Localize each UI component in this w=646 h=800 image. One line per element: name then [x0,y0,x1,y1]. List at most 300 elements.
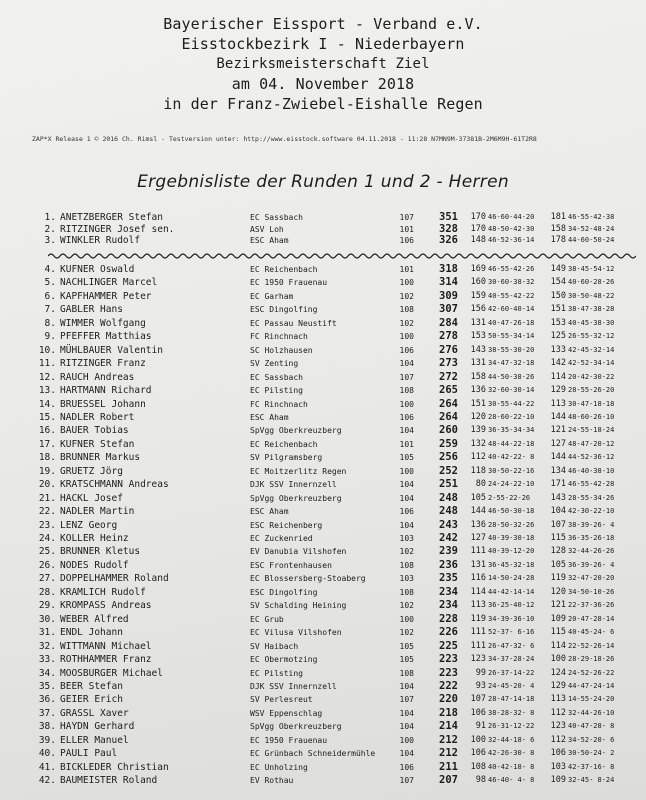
round2-score: 150 [550,290,566,301]
rank: 36. [38,694,56,706]
table-row [0,545,646,558]
round1-detail: 46-50-30-18 [488,507,535,516]
round1-score: 136 [470,519,486,530]
player-name: RITZINGER Franz [60,358,146,370]
club: FC Rinchnach [250,399,308,409]
rank: 10. [38,344,56,356]
club: EC Sassbach [250,213,303,222]
table-row [0,613,646,626]
round2-score: 143 [550,492,566,503]
player-name: GABLER Hans [60,304,123,316]
round1-detail: 40-47-26-18 [488,318,535,327]
round1-detail: 44-42-14-14 [488,587,535,596]
round1-detail: 42-60-40-14 [488,305,535,314]
rank: 20. [38,479,56,491]
round1-detail: 32-60-30-14 [488,386,535,395]
table-row [0,720,646,733]
round1-detail: 28-50-32-26 [488,520,535,529]
rank: 41. [38,761,56,773]
table-row [0,519,646,532]
player-name: WINKLER Rudolf [60,235,141,246]
round1-detail: 30-50-22-16 [488,466,535,475]
player-name: KROMPASS Andreas [60,600,152,612]
start-number: 101 [399,224,414,234]
round1-score: 107 [470,694,486,705]
player-name: BICKLEDER Christian [60,761,169,773]
club: SV Zenting [250,359,299,369]
player-name: BRUNNER Kletus [60,546,141,558]
round2-detail: 42-37-16- 8 [568,762,615,771]
club: SpVgg Oberkreuzberg [250,426,342,436]
club: EC Zuckenried [250,534,313,543]
player-name: LENZ Georg [60,519,118,531]
player-name: MÜHLBAUER Valentin [60,344,163,356]
round1-detail: 46-55-42-26 [488,265,535,273]
round2-detail: 22-52-26-14 [568,641,615,650]
round2-detail: 34-52-20- 6 [568,735,615,744]
total-score: 278 [439,330,458,343]
round1-score: 106 [470,748,486,759]
start-number: 106 [399,236,414,245]
start-number: 106 [399,345,414,355]
round1-score: 105 [470,492,486,503]
round2-detail: 42-45-32-14 [568,345,615,354]
table-row [0,693,646,706]
round1-detail: 28-60-22-10 [488,412,535,421]
table-row [0,559,646,572]
round2-score: 121 [550,425,566,436]
start-number: 108 [399,560,414,570]
total-score: 222 [439,679,458,692]
total-score: 228 [439,612,458,625]
player-name: GEIER Erich [60,694,123,706]
table-row [0,667,646,680]
total-score: 236 [439,558,458,571]
start-number: 104 [399,520,414,530]
rank: 27. [38,573,56,585]
player-name: WITTMANN Michael [60,640,152,652]
club: EC Moitzerlitz Regen [250,466,347,476]
start-number: 100 [399,614,414,624]
round1-score: 131 [470,358,486,369]
start-number: 106 [399,762,414,772]
club: DJK SSV Innernzell [250,681,337,691]
round1-detail: 14-50-24-28 [488,574,535,583]
round1-detail: 40-42-22- 8 [488,453,535,462]
round1-detail: 50-55-34-14 [488,332,535,341]
round2-detail: 22-37-36-26 [568,601,615,610]
player-name: ELLER Manuel [60,734,129,746]
header-venue: in der Franz-Zwiebel-Eishalle Regen [163,95,483,113]
round2-score: 104 [550,506,566,517]
club: ESC Frontenhausen [250,560,332,570]
round1-score: 160 [470,277,486,288]
rank: 11. [38,358,56,370]
club: DJK SSV Innernzell [250,480,337,490]
start-number: 102 [399,291,414,301]
club: EC Sassbach [250,372,303,382]
club: EV Rothau [250,776,294,786]
player-name: BAUER Tobias [60,425,129,437]
club: FC Rinchnach [250,332,308,342]
start-number: 107 [399,213,414,222]
player-name: ROTHHAMMER Franz [60,654,152,666]
player-name: KUFNER Stefan [60,438,135,450]
rank: 37. [38,707,56,719]
round1-detail: 28-47-14-18 [488,695,535,704]
round2-detail: 36-39-26- 4 [568,560,615,569]
round1-detail: 40-39-30-18 [488,534,535,542]
start-number: 107 [399,776,414,786]
table-row [0,626,646,639]
total-score: 223 [439,653,458,666]
player-name: HARTMANN Richard [60,385,152,397]
start-number: 105 [399,641,414,651]
round2-score: 119 [550,573,566,584]
podium-divider [48,252,636,260]
player-name: KRATSCHMANN Andreas [60,479,169,491]
table-row [0,276,646,289]
round2-detail: 48-60-26-10 [568,412,615,421]
round2-score: 144 [550,452,566,463]
player-name: HACKL Josef [60,492,123,504]
round1-score: 170 [470,212,486,222]
club: SpVgg Oberkreuzberg [250,493,342,503]
table-row [0,398,646,411]
round1-detail: 36-25-40-12 [488,601,535,610]
round2-detail: 34-52-48-24 [568,224,615,233]
start-number: 102 [399,628,414,638]
round2-detail: 20-42-30-22 [568,372,615,381]
round1-detail: 46-52-36-14 [488,236,535,244]
round1-detail: 32-44-18- 6 [488,735,535,744]
round1-score: 118 [470,465,486,476]
total-score: 243 [439,518,458,531]
round1-detail: 34-39-36-10 [488,614,535,623]
round2-score: 129 [550,680,566,691]
table-row [0,680,646,693]
table-row [0,505,646,518]
round1-score: 93 [475,680,486,691]
round2-score: 125 [550,331,566,342]
total-score: 235 [439,572,458,585]
round2-score: 109 [550,613,566,624]
player-name: BRUNNER Markus [60,452,141,464]
table-row [0,734,646,747]
player-name: KUFNER Oswald [60,264,135,275]
start-number: 100 [399,278,414,288]
start-number: 101 [399,439,414,449]
rank: 19. [38,465,56,477]
round2-score: 105 [550,559,566,570]
header [0,14,646,114]
start-number: 107 [399,372,414,382]
round2-score: 133 [550,344,566,355]
round2-detail: 20-47-28-14 [568,614,615,623]
round1-score: 113 [470,600,486,611]
round2-score: 151 [550,304,566,315]
start-number: 100 [399,332,414,342]
round1-detail: 38-28-32- 8 [488,708,535,717]
round2-score: 115 [550,533,566,543]
club: EC Garham [250,291,294,301]
club: EC Reichenbach [250,265,318,274]
round2-score: 114 [550,640,566,651]
rank: 34. [38,667,56,679]
round2-detail: 46-40-38-10 [568,466,615,475]
header-date: am 04. November 2018 [231,75,415,93]
table-row [0,344,646,357]
club: EC Unholzing [250,762,308,772]
club: EC Grub [250,614,284,624]
total-score: 252 [439,464,458,477]
round1-score: 120 [470,411,486,422]
start-number: 104 [399,493,414,503]
player-name: RITZINGER Josef sen. [60,223,175,235]
round1-score: 106 [470,707,486,718]
round2-score: 134 [550,465,566,476]
round1-score: 127 [470,533,486,543]
club: ASV Loh [250,224,284,234]
software-info-line: ZAP*X Release 1 © 2016 Ch. Rimsl - Testversion unter: http://www.eisstock.software 04.11.2018 - 11:28 N7MN9M-37381B-2M6M9H-61T2R8 [32,135,537,143]
table-row [0,774,646,787]
player-name: PFEFFER Matthias [60,331,152,343]
table-row [0,290,646,303]
start-number: 103 [399,574,414,584]
club: EC Pilsting [250,386,303,396]
club: SV Schalding Heining [250,601,347,611]
table-row [0,330,646,343]
round2-detail: 48-47-20-12 [568,439,615,448]
club: ESC Aham [250,412,289,422]
total-score: 273 [439,357,458,370]
round1-score: 116 [470,573,486,584]
round2-detail: 46-55-42-38 [568,213,615,221]
start-number: 102 [399,318,414,328]
start-number: 104 [399,681,414,691]
rank: 32. [38,640,56,652]
table-row [0,357,646,370]
table-row [0,586,646,599]
table-row [0,572,646,585]
round1-score: 111 [470,546,486,557]
club: EC 1950 Frauenau [250,735,328,745]
total-score: 234 [439,585,458,598]
club: SV Pilgramsberg [250,453,323,463]
round2-detail: 42-52-34-14 [568,359,615,368]
club: ESC Dingolfing [250,587,318,597]
table-row [0,303,646,316]
total-score: 211 [439,760,458,773]
round2-score: 149 [550,264,566,274]
round1-detail: 30-55-44-22 [488,399,535,408]
round2-detail: 28-55-26-20 [568,386,615,395]
round2-detail: 40-45-24- 6 [568,628,615,637]
round1-detail: 48-50-42-30 [488,224,535,233]
club: ESC Dingolfing [250,305,318,315]
rank: 30. [38,613,56,625]
start-number: 102 [399,601,414,611]
club: ESC Aham [250,507,289,517]
round2-detail: 32-47-20-20 [568,574,615,583]
round2-detail: 40-60-28-26 [568,278,615,287]
round2-score: 109 [550,775,566,786]
total-score: 234 [439,599,458,612]
total-score: 225 [439,639,458,652]
total-score: 214 [439,720,458,733]
table-row [0,438,646,451]
round2-detail: 32-45- 8-24 [568,776,615,785]
round2-detail: 32-44-26-26 [568,547,615,556]
rank: 13. [38,385,56,397]
round1-score: 151 [470,398,486,409]
round1-detail: 52-37- 6-16 [488,628,535,637]
player-name: RAUCH Andreas [60,371,135,383]
rank: 9. [44,331,56,343]
player-name: NODES Rudolf [60,559,129,571]
total-score: 309 [439,289,458,302]
table-row [0,747,646,760]
round2-detail: 40-45-38-30 [568,318,615,327]
rank: 14. [38,398,56,410]
total-score: 259 [439,437,458,450]
total-score: 212 [439,747,458,760]
round2-score: 154 [550,277,566,288]
rank: 1. [44,212,56,223]
round2-detail: 24-52-26-22 [568,668,615,677]
start-number: 105 [399,453,414,463]
round2-detail: 30-50-48-22 [568,291,615,300]
rank: 39. [38,734,56,746]
round1-score: 111 [470,640,486,651]
round1-score: 132 [470,438,486,449]
player-name: KOLLER Heinz [60,533,129,544]
club: WSV Eppenschlag [250,708,323,718]
round1-detail: 24-24-22-10 [488,480,535,489]
club: EC Blossersberg-Stoaberg [250,574,366,584]
table-row [0,599,646,612]
round2-score: 123 [550,721,566,732]
round1-detail: 26-37-14-22 [488,668,535,677]
club: ESC Reichenberg [250,520,323,530]
start-number: 104 [399,480,414,490]
round1-detail: 38-55-30-20 [488,345,535,354]
player-name: ANETZBERGER Stefan [60,212,163,223]
rank: 29. [38,600,56,612]
round1-detail: 40-42-18- 8 [488,762,535,771]
round1-score: 91 [475,721,486,732]
round2-detail: 14-55-24-20 [568,695,615,704]
total-score: 223 [439,666,458,679]
round1-score: 170 [470,223,486,234]
round2-detail: 44-47-24-14 [568,681,615,690]
start-number: 106 [399,412,414,422]
round1-score: 114 [470,586,486,597]
table-row [0,761,646,774]
round2-detail: 28-29-18-26 [568,655,615,664]
round1-score: 148 [470,235,486,245]
total-score: 251 [439,478,458,491]
table-row [0,478,646,491]
rank: 35. [38,680,56,692]
round2-score: 106 [550,748,566,759]
table-row [0,465,646,478]
round2-score: 120 [550,586,566,597]
start-number: 104 [399,708,414,718]
player-name: ENDL Johann [60,627,123,639]
table-row [0,317,646,330]
round2-score: 112 [550,707,566,718]
total-score: 264 [439,410,458,423]
table-row [0,640,646,653]
rank: 25. [38,546,56,558]
rank: 33. [38,654,56,666]
start-number: 100 [399,735,414,745]
round1-detail: 36-35-34-34 [488,426,535,435]
round2-score: 128 [550,546,566,557]
round2-score: 144 [550,411,566,422]
round1-score: 143 [470,344,486,355]
round2-score: 113 [550,694,566,705]
round2-score: 124 [550,667,566,678]
start-number: 104 [399,722,414,732]
total-score: 242 [439,532,458,544]
round2-score: 178 [550,235,566,245]
total-score: 226 [439,626,458,639]
round1-score: 80 [475,479,486,490]
round2-score: 100 [550,654,566,665]
start-number: 108 [399,386,414,396]
rank: 5. [44,277,56,289]
round2-score: 158 [550,223,566,234]
club: EC Vilusa Vilshofen [250,628,342,638]
player-name: PAULI Paul [60,748,118,760]
round2-score: 113 [550,398,566,409]
club: EC Pilsting [250,668,303,678]
round2-score: 127 [550,438,566,449]
start-number: 104 [399,359,414,369]
start-number: 100 [399,399,414,409]
round1-score: 156 [470,304,486,315]
start-number: 102 [399,547,414,557]
rank: 16. [38,425,56,437]
round1-detail: 36-45-32-18 [488,560,535,569]
table-row [0,411,646,424]
round1-detail: 2-55-22-26 [488,493,531,502]
round1-score: 108 [470,761,486,772]
result-list-title: Ergebnisliste der Runden 1 und 2 - Herren [137,172,509,192]
round1-score: 169 [470,264,486,274]
club: EC Passau Neustift [250,318,337,328]
rank: 38. [38,721,56,733]
start-number: 104 [399,749,414,759]
player-name: HAYDN Gerhard [60,721,135,733]
total-score: 264 [439,397,458,410]
start-number: 106 [399,507,414,517]
total-score: 207 [439,774,458,787]
round2-detail: 26-55-32-12 [568,332,615,341]
club: SC Holzhausen [250,345,313,355]
round1-detail: 34-47-32-18 [488,359,535,368]
round1-detail: 44-50-38-26 [488,372,535,381]
total-score: 248 [439,491,458,504]
total-score: 326 [439,234,458,246]
round2-detail: 38-39-26- 4 [568,520,615,529]
round1-detail: 46-60-44-20 [488,213,535,221]
player-name: WIMMER Wolfgang [60,317,146,329]
round2-detail: 42-30-22-10 [568,507,615,516]
total-score: 318 [439,263,458,275]
